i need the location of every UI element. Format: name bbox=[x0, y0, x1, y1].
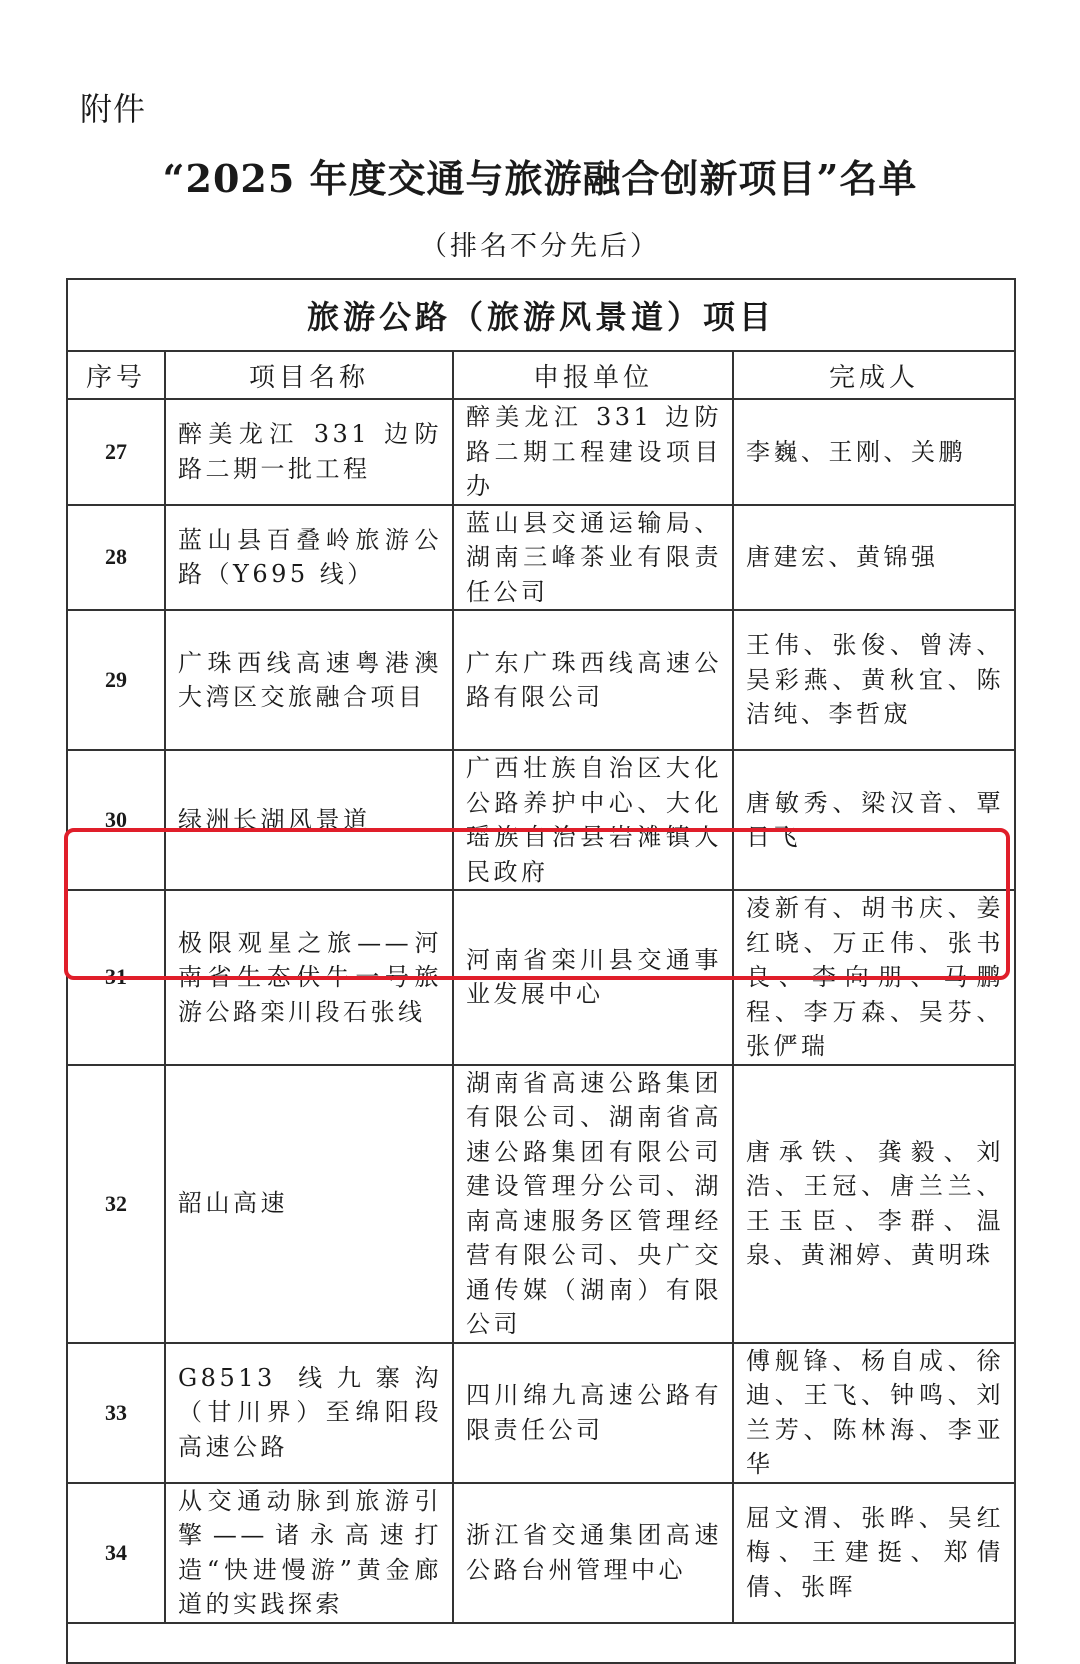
contributors: 屈文渭、张晔、吴红梅、王建挺、郑倩倩、张晖 bbox=[733, 1483, 1015, 1623]
table-row bbox=[67, 505, 1015, 611]
project-name: 从交通动脉到旅游引擎——诸永高速打造“快进慢游”黄金廊道的实践探索 bbox=[165, 1483, 453, 1623]
applicant-unit: 醉美龙江 331 边防路二期工程建设项目办 bbox=[453, 399, 733, 505]
attachment-label: 附件 bbox=[80, 90, 147, 128]
table-row bbox=[67, 399, 1015, 505]
column-header-no: 序号 bbox=[67, 351, 165, 399]
empty-row-cell bbox=[67, 1623, 1015, 1663]
table-row bbox=[67, 890, 1015, 1065]
contributors: 凌新有、胡书庆、姜红晓、万正伟、张书良、李向朋、马鹏程、李万森、吴芬、张俨瑞 bbox=[733, 890, 1015, 1065]
row-number: 28 bbox=[67, 505, 165, 611]
contributors: 唐建宏、黄锦强 bbox=[733, 505, 1015, 611]
table-row bbox=[67, 750, 1015, 890]
document-title: “2025 年度交通与旅游融合创新项目”名单 bbox=[162, 156, 918, 201]
project-name: 绿洲长湖风景道 bbox=[165, 750, 453, 890]
applicant-unit: 湖南省高速公路集团有限公司、湖南省高速公路集团有限公司建设管理分公司、湖南高速服务区管理经营有限公司、央广交通传媒（湖南）有限公司 bbox=[453, 1065, 733, 1343]
applicant-unit: 蓝山县交通运输局、湖南三峰茶业有限责任公司 bbox=[453, 505, 733, 611]
table-row bbox=[67, 1483, 1015, 1623]
row-number: 29 bbox=[67, 610, 165, 750]
row-number: 32 bbox=[67, 1065, 165, 1343]
applicant-unit: 广东广珠西线高速公路有限公司 bbox=[453, 610, 733, 750]
document-subtitle: （排名不分先后） bbox=[420, 231, 660, 262]
row-number: 27 bbox=[67, 399, 165, 505]
table-row bbox=[67, 1065, 1015, 1343]
contributors: 李巍、王刚、关鹏 bbox=[733, 399, 1015, 505]
table-row bbox=[67, 1343, 1015, 1483]
project-name: 广珠西线高速粤港澳大湾区交旅融合项目 bbox=[165, 610, 453, 750]
applicant-unit: 浙江省交通集团高速公路台州管理中心 bbox=[453, 1483, 733, 1623]
column-header-people: 完成人 bbox=[733, 351, 1015, 399]
contributors: 唐承铁、龚毅、刘浩、王冠、唐兰兰、王玉臣、李群、温泉、黄湘婷、黄明珠 bbox=[733, 1065, 1015, 1343]
project-name: 醉美龙江 331 边防路二期一批工程 bbox=[165, 399, 453, 505]
applicant-unit: 河南省栾川县交通事业发展中心 bbox=[453, 890, 733, 1065]
column-header-name: 项目名称 bbox=[165, 351, 453, 399]
project-name: 韶山高速 bbox=[165, 1065, 453, 1343]
row-number: 33 bbox=[67, 1343, 165, 1483]
row-number: 30 bbox=[67, 750, 165, 890]
column-header-unit: 申报单位 bbox=[453, 351, 733, 399]
applicant-unit: 广西壮族自治区大化公路养护中心、大化瑶族自治县岩滩镇人民政府 bbox=[453, 750, 733, 890]
contributors: 傅舰锋、杨自成、徐迪、王飞、钟鸣、刘兰芳、陈林海、李亚华 bbox=[733, 1343, 1015, 1483]
applicant-unit: 四川绵九高速公路有限责任公司 bbox=[453, 1343, 733, 1483]
project-name: G8513 线九寨沟（甘川界）至绵阳段高速公路 bbox=[165, 1343, 453, 1483]
section-title-row bbox=[67, 279, 1015, 351]
project-name: 极限观星之旅——河南省生态伏牛一号旅游公路栾川段石张线 bbox=[165, 890, 453, 1065]
project-name: 蓝山县百叠岭旅游公路（Y695 线） bbox=[165, 505, 453, 611]
row-number: 34 bbox=[67, 1483, 165, 1623]
contributors: 王伟、张俊、曾涛、吴彩燕、黄秋宜、陈洁纯、李哲宬 bbox=[733, 610, 1015, 750]
table-row bbox=[67, 610, 1015, 750]
table-row-empty bbox=[67, 1623, 1015, 1663]
project-table bbox=[66, 278, 1016, 1664]
section-title: 旅游公路（旅游风景道）项目 bbox=[67, 279, 1015, 351]
contributors: 唐敏秀、梁汉音、覃日飞 bbox=[733, 750, 1015, 890]
row-number: 31 bbox=[67, 890, 165, 1065]
table-header-row bbox=[67, 351, 1015, 399]
